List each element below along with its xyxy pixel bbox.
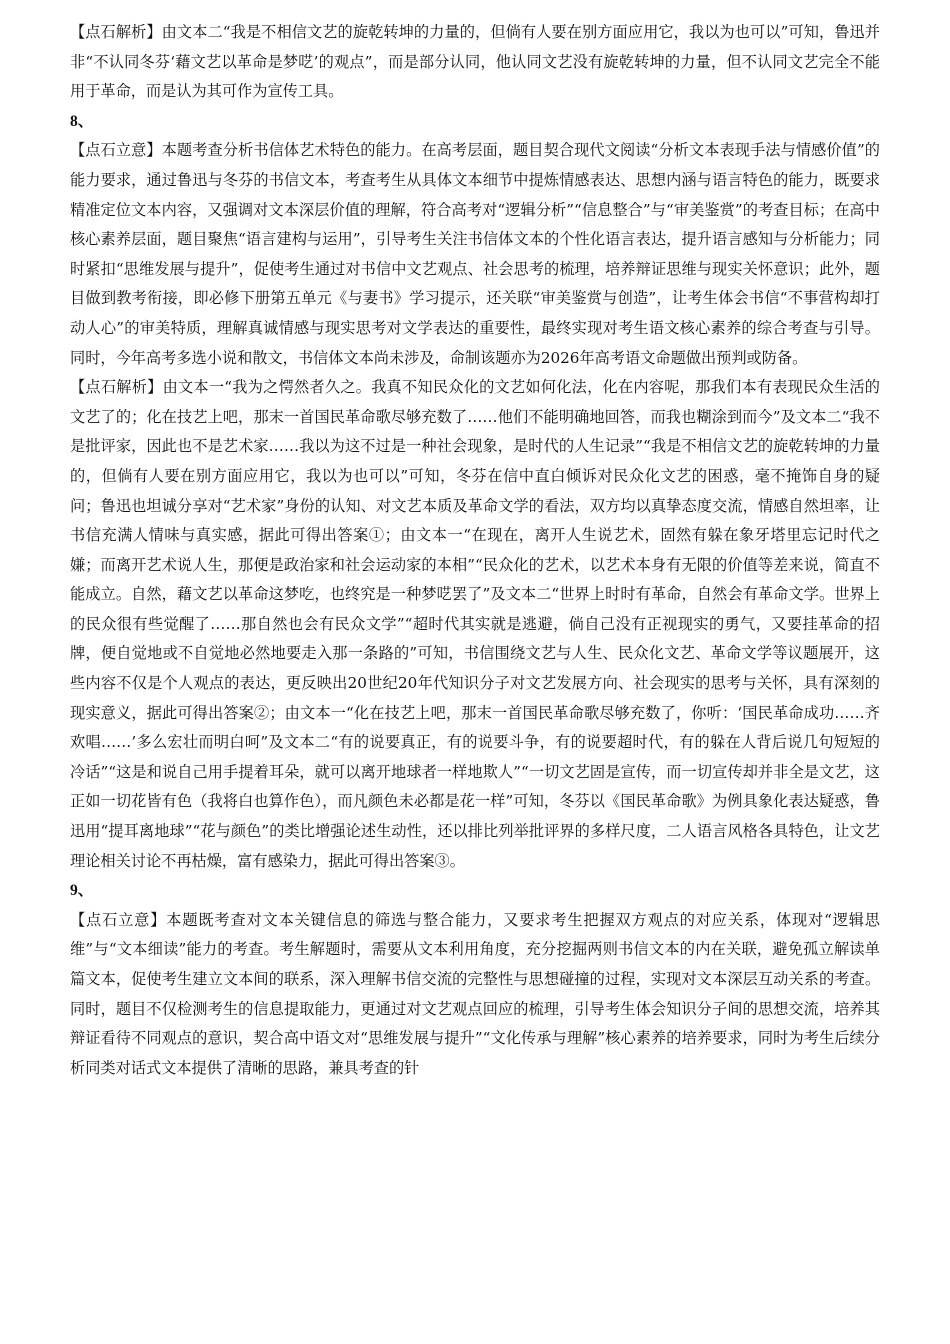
analysis-q7: 【点石解析】由文本二“我是不相信文艺的旋乾转坤的力量的，但倘有人要在别方面应用它，我以为也可以”可知，鲁迅并非“不认同冬芬‘藉文艺以革命是梦呓’的观点”，而是部分认同，他认同文艺没有旋乾转坤的力量，但不认同文艺完全不能用于革命，而是认为其可作为宣传工具。 [70, 23, 880, 101]
intent-q9: 【点石立意】本题既考查对文本关键信息的筛选与整合能力，又要求考生把握双方观点的对应关系，体现对“逻辑思维”与“文本细读”能力的考查。考生解题时，需要从文本利用角度，充分挖掘两则书信文本的内在关联，避免孤立解读单篇文本，促使考生建立文本间的联系，深入理解书信交流的完整性与思想碰撞的过程，实现对文本深层互动关系的考查。同时，题目不仅检测考生的信息提取能力，更通过对文艺观点回应的梳理，引导考生体会知识分子间的思想交流，培养其辩证看待不同观点的意识，契合高中语文对“思维发展与提升”“文化传承与理解”核心素养的培养要求，同时为考生后续分析同类对话式文本提供了清晰的思路，兼具考查的针 [70, 910, 880, 1077]
question-number-8: 8、 [70, 112, 94, 130]
analysis-q8: 【点石解析】由文本一“我为之愕然者久之。我真不知民众化的文艺如何化法，化在内容呢，那我们本有表现民众生活的文艺了的；化在技艺上吧，那末一首国民革命歌尽够充数了……他们不能明确地回答，而我也糊涂到而今”及文本二“我不是批评家，因此也不是艺术家……我以为这不过是一种社会现象，是时代的人生记录”“我是不相信文艺的旋乾转坤的力量的，但倘有人要在别方面应用它，我以为也可以”可知，冬芬在信中直白倾诉对民众化文艺的困惑，毫不掩饰自身的疑问；鲁迅也坦诚分享对“艺术家”身份的认知、对文艺本质及革命文学的看法，双方均以真挚态度交流，情感自然坦率，让书信充满人情味与真实感，据此可得出答案①；由文本一“在现在，离开人生说艺术，固然有躲在象牙塔里忘记时代之嫌；而离开艺术说人生，那便是政治家和社会运动家的本相”“民众化的艺术，以艺术本身有无限的价值等差来说，简直不能成立。自然，藉文艺以革命这梦吃，也终究是一种梦呓罢了”及文本二“世界上时时有革命，自然会有革命文学。世界上的民众很有些觉醒了……那自然也会有民众文学”“超时代其实就是逃避，倘自己没有正视现实的勇气，又要挂革命的招牌，便自觉地或不自觉地必然地要走入那一条路的”可知，书信围绕文艺与人生、民众化文艺、革命文学等议题展开，这些内容不仅是个人观点的表达，更反映出20世纪20年代知识分子对文艺发展方向、社会现实的思考与关怀，具有深刻的现实意义，据此可得出答案②；由文本一“化在技艺上吧，那末一首国民革命歌尽够充数了，你听：‘国民革命成功……齐欢唱……’多么宏壮而明白呵”及文本二“有的说要真正，有的说要斗争，有的说要超时代，有的躲在人背后说几句短短的冷话”“这是和说自己用手提着耳朵，就可以离开地球者一样地欺人”“一切文艺固是宣传，而一切宣传却并非全是文艺，这正如一切花皆有色（我将白也算作色），而凡颜色未必都是花一样”可知，冬芬以《国民革命歌》为例具象化表达疑惑，鲁迅用“提耳离地球”“花与颜色”的类比增强论述生动性，还以排比列举批评界的多样尺度，二人语言风格各具特色，让文艺理论相关讨论不再枯燥，富有感染力，据此可得出答案③。 [70, 378, 880, 870]
intent-q8: 【点石立意】本题考查分析书信体艺术特色的能力。在高考层面，题目契合现代文阅读“分析文本表现手法与情感价值”的能力要求，通过鲁迅与冬芬的书信文本，考查考生从具体文本细节中提炼情感表达、思想内涵与语言特色的能力，既要求精准定位文本内容，又强调对文本深层价值的理解，符合高考对“逻辑分析”“信息整合”与“审美鉴赏”的考查目标；在高中核心素养层面，题目聚焦“语言建构与运用”，引导考生关注书信体文本的个性化语言表达，提升语言感知与分析能力；同时紧扣“思维发展与提升”，促使考生通过对书信中文艺观点、社会思考的梳理，培养辩证思维与现实关怀意识；此外，题目做到教考衔接，即必修下册第五单元《与妻书》学习提示，还关联“审美鉴赏与创造”，让考生体会书信“不事营构却打动人心”的审美特质，理解真诚情感与现实思考对文学表达的重要性，最终实现对考生语文核心素养的综合考查与引导。同时，今年高考多选小说和散文，书信体文本尚未涉及，命制该题亦为2026年高考语文命题做出预判或防备。 [70, 141, 880, 367]
question-number-9: 9、 [70, 882, 94, 900]
